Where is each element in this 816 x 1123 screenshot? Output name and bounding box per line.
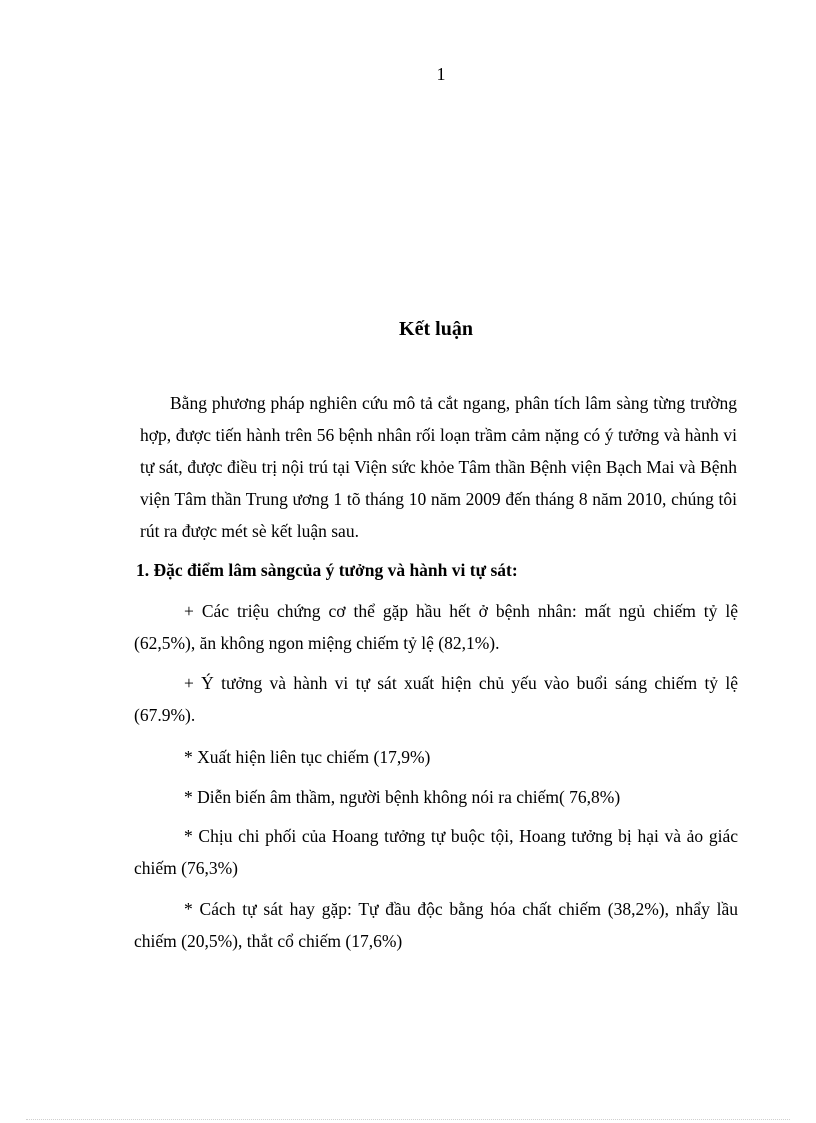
finding-silent-course: * Diễn biến âm thầm, người bệnh không nói ra chiếm( 76,8%) <box>184 787 621 807</box>
finding-methods: * Cách tự sát hay gặp: Tự đầu độc bằng hóa chất chiếm (38,2%), nhẩy lầu chiếm (20,5%), thắt cổ chiếm (17,6%) <box>134 899 738 951</box>
finding-physical-symptoms: + Các triệu chứng cơ thể gặp hầu hết ở bệnh nhân: mất ngủ chiếm tỷ lệ (62,5%), ăn không ngon miệng chiếm tỷ lệ (82,1%). <box>134 601 738 653</box>
page-number: 1 <box>436 64 446 84</box>
finding-delusions: * Chịu chi phối của Hoang tưởng tự buộc tội, Hoang tưởng bị hại và ảo giác chiếm (76,3%) <box>134 826 738 878</box>
page-bottom-rule <box>26 1119 790 1120</box>
finding-continuous: * Xuất hiện liên tục chiếm (17,9%) <box>184 747 431 767</box>
section-1-heading: 1. Đặc điểm lâm sàngcủa ý tưởng và hành vi tự sát: <box>136 560 518 580</box>
intro-paragraph: Bằng phương pháp nghiên cứu mô tả cắt ngang, phân tích lâm sàng từng trường hợp, được tiến hành trên 56 bệnh nhân rối loạn trầm cảm nặng có ý tưởng và hành vi tự sát, được điều trị nội trú tại Viện sức khỏe Tâm thần Bệnh viện Bạch Mai và Bệnh viện Tâm thần Trung ương 1 tõ tháng 10 năm 2009 đến tháng 8 năm 2010, chúng tôi rút ra được mét sè kết luận sau. <box>140 393 737 541</box>
document-title: Kết luận <box>399 318 473 340</box>
finding-morning-onset: + Ý tưởng và hành vi tự sát xuất hiện chủ yếu vào buổi sáng chiếm tỷ lệ (67.9%). <box>134 673 738 725</box>
